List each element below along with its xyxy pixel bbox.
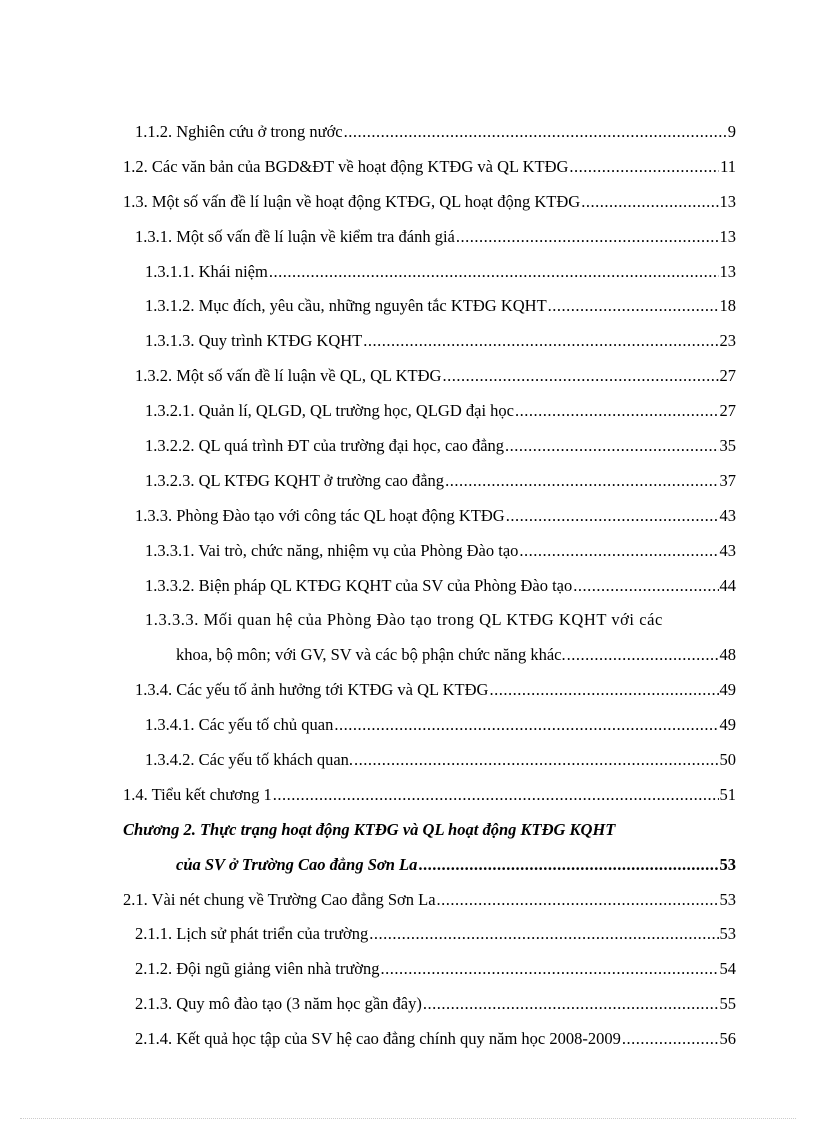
toc-leader-dots — [622, 1022, 719, 1057]
toc-entry[interactable] — [0, 569, 816, 604]
toc-entry-page: 54 — [719, 959, 736, 979]
toc-entry-title: 1.3.4. Các yếu tố ảnh hưởng tới KTĐG và QL KTĐG — [135, 680, 489, 700]
toc-leader-dots — [445, 464, 718, 499]
toc-entry-page: 35 — [719, 436, 736, 456]
toc-leader-dots — [334, 708, 718, 743]
toc-leader-dots — [456, 220, 719, 255]
toc-chapter-continuation[interactable] — [0, 848, 816, 883]
toc-entry-title: 1.3.2.1. Quản lí, QLGD, QL trường học, QLGD đại học — [145, 401, 514, 421]
toc-entry[interactable] — [0, 883, 816, 918]
toc-entry-title: 1.3.1.1. Khái niệm — [145, 261, 268, 281]
toc-entry-title: 2.1. Vài nét chung về Trường Cao đẳng Sơn La — [123, 889, 436, 909]
toc-entry-title: 2.1.1. Lịch sử phát triển của trường — [135, 924, 369, 944]
toc-entry-title: 1.1.2. Nghiên cứu ở trong nước — [135, 122, 343, 141]
toc-leader-dots — [418, 848, 718, 883]
toc-entry[interactable] — [0, 673, 816, 708]
toc-entry-page: 49 — [719, 680, 736, 700]
toc-entry[interactable] — [0, 952, 816, 987]
toc-entry-page: 11 — [720, 156, 736, 176]
toc-chapter-heading[interactable] — [0, 813, 816, 848]
toc-leader-dots — [437, 883, 719, 918]
toc-leader-dots — [363, 324, 718, 359]
toc-entry-title: 1.4. Tiểu kết chương 1 — [123, 784, 272, 804]
page-bottom-divider — [20, 1118, 796, 1119]
toc-entry-title: 1.3.3.1. Vai trò, chức năng, nhiệm vụ của Phòng Đào tạo — [145, 540, 519, 560]
toc-entry-page: 13 — [719, 226, 736, 246]
toc-entry-page: 18 — [719, 296, 736, 316]
toc-entry-title: 1.3.2. Một số vấn đề lí luận về QL, QL KTĐG — [135, 366, 442, 386]
toc-entry-page: 51 — [719, 784, 736, 804]
toc-entry-page: 23 — [719, 331, 736, 351]
toc-entry-title: 1.3. Một số vấn đề lí luận về hoạt động KTĐG, QL hoạt động KTĐG — [123, 191, 581, 211]
toc-leader-dots — [515, 394, 719, 429]
toc-entry[interactable] — [0, 743, 816, 778]
toc-entry[interactable] — [0, 708, 816, 743]
toc-entry[interactable] — [0, 220, 816, 255]
toc-entry[interactable] — [0, 778, 816, 813]
toc-entry-title: 1.3.1.2. Mục đích, yêu cầu, những nguyên tắc KTĐG KQHT — [145, 296, 547, 316]
toc-leader-dots — [423, 987, 719, 1022]
toc-leader-dots — [489, 673, 718, 708]
toc-entry-page: 37 — [719, 470, 736, 490]
toc-entry[interactable] — [0, 603, 816, 638]
toc-leader-dots — [506, 499, 719, 534]
toc-entry-title: 1.3.4.2. Các yếu tố khách quan. — [145, 750, 354, 770]
toc-chapter-title-line2: của SV ở Trường Cao đẳng Sơn La — [176, 854, 418, 874]
toc-entry-page: 43 — [719, 505, 736, 525]
toc-entry[interactable] — [0, 917, 816, 952]
toc-entry[interactable] — [0, 534, 816, 569]
toc-entry[interactable] — [0, 150, 816, 185]
toc-entry-page: 53 — [719, 854, 736, 874]
toc-leader-dots — [381, 952, 719, 987]
toc-leader-dots — [442, 359, 718, 394]
toc-entry-title: 1.3.1. Một số vấn đề lí luận về kiểm tra đánh giá — [135, 226, 455, 246]
toc-entry-title: 1.3.2.3. QL KTĐG KQHT ở trường cao đẳng — [145, 470, 445, 490]
toc-entry[interactable] — [0, 1022, 816, 1057]
toc-entry-title: 2.1.2. Đội ngũ giảng viên nhà trường — [135, 959, 380, 979]
toc-entry[interactable] — [0, 185, 816, 220]
toc-leader-dots — [548, 289, 719, 324]
toc-entry-title: 1.3.4.1. Các yếu tố chủ quan — [145, 715, 334, 735]
toc-entry[interactable] — [0, 464, 816, 499]
toc-entry-page: 53 — [719, 889, 736, 909]
toc-entry-page: 53 — [719, 924, 736, 944]
toc-entry[interactable] — [0, 115, 816, 150]
toc-entry-title-line1: 1.3.3.3. Mối quan hệ của Phòng Đào tạo trong QL KTĐG KQHT với các — [145, 610, 663, 630]
toc-entry-page: 27 — [719, 401, 736, 421]
toc-entry[interactable] — [0, 359, 816, 394]
toc-leader-dots — [273, 778, 719, 813]
toc-entry-title-line2: khoa, bộ môn; với GV, SV và các bộ phận chức năng khác. — [176, 645, 566, 665]
toc-entry-page: 9 — [727, 122, 736, 141]
toc-entry-page: 43 — [719, 540, 736, 560]
toc-leader-dots — [569, 150, 719, 185]
toc-entry-page: 44 — [719, 575, 736, 595]
toc-entry[interactable] — [0, 987, 816, 1022]
toc-leader-dots — [505, 429, 718, 464]
toc-entry[interactable] — [0, 255, 816, 290]
toc-entry-continuation[interactable] — [0, 638, 816, 673]
toc-entry-page: 49 — [719, 715, 736, 735]
toc-entry-page: 27 — [719, 366, 736, 386]
table-of-contents — [0, 115, 816, 1057]
toc-leader-dots — [573, 569, 718, 604]
toc-entry-page: 56 — [719, 1029, 736, 1049]
toc-leader-dots — [369, 917, 718, 952]
toc-entry-page: 13 — [719, 261, 736, 281]
toc-entry[interactable] — [0, 394, 816, 429]
toc-leader-dots — [581, 185, 718, 220]
toc-leader-dots — [354, 743, 718, 778]
toc-entry-title: 1.3.3.2. Biện pháp QL KTĐG KQHT của SV của Phòng Đào tạo — [145, 575, 573, 595]
toc-entry[interactable] — [0, 499, 816, 534]
toc-leader-dots — [567, 638, 719, 673]
toc-entry-title: 2.1.4. Kết quả học tập của SV hệ cao đẳng chính quy năm học 2008-2009 — [135, 1029, 621, 1049]
toc-entry-page: 50 — [719, 750, 736, 770]
toc-entry-title: 1.3.2.2. QL quá trình ĐT của trường đại học, cao đẳng — [145, 436, 505, 456]
toc-entry[interactable] — [0, 429, 816, 464]
toc-entry[interactable] — [0, 289, 816, 324]
toc-leader-dots — [269, 255, 719, 290]
toc-entry-page: 48 — [719, 645, 736, 665]
toc-leader-dots — [344, 115, 727, 150]
toc-entry-page: 13 — [719, 191, 736, 211]
toc-chapter-title-line1: Chương 2. Thực trạng hoạt động KTĐG và QL hoạt động KTĐG KQHT — [123, 819, 616, 839]
toc-entry-title: 1.3.1.3. Quy trình KTĐG KQHT — [145, 331, 363, 351]
toc-entry[interactable] — [0, 324, 816, 359]
toc-entry-title: 1.3.3. Phòng Đào tạo với công tác QL hoạt động KTĐG — [135, 505, 505, 525]
toc-entry-title: 2.1.3. Quy mô đào tạo (3 năm học gần đây) — [135, 994, 422, 1014]
toc-leader-dots — [519, 534, 718, 569]
toc-entry-title: 1.2. Các văn bản của BGD&ĐT về hoạt động KTĐG và QL KTĐG — [123, 156, 569, 176]
toc-entry-page: 55 — [719, 994, 736, 1014]
